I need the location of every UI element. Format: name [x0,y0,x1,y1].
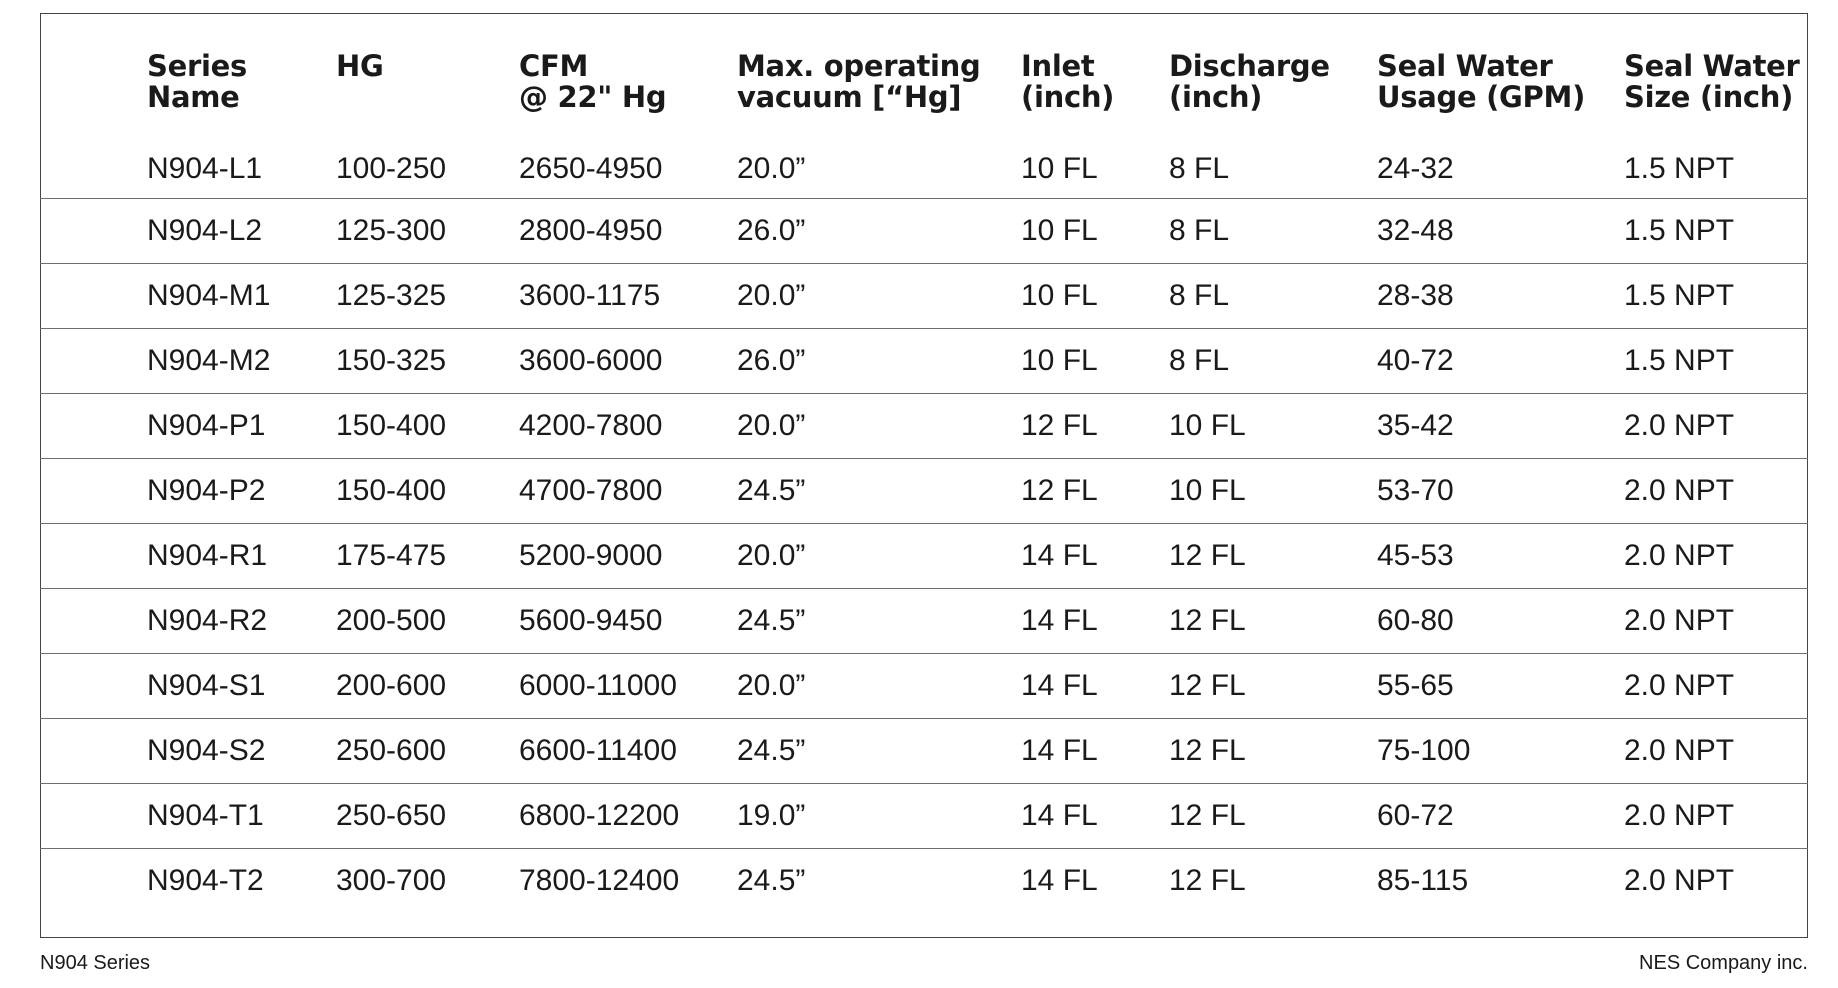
header-cfm: CFM @ 22" Hg [519,49,667,114]
table-cell: 2650-4950 [519,152,663,185]
specifications-table [40,13,1808,913]
table-row [40,588,1808,653]
table-cell: 60-72 [1377,783,1624,848]
table-cell: 20.0” [737,523,1021,588]
header-series-name: Series Name [147,49,247,114]
table-cell: 125-325 [336,263,519,328]
table-cell: 200-500 [336,588,519,653]
table-cell: N904-M1 [147,263,336,328]
table-cell: 6600-11400 [519,718,737,783]
table-cell: 200-600 [336,653,519,718]
row-spacer [40,523,147,588]
table-cell: 12 FL [1169,783,1377,848]
header-discharge: Discharge (inch) [1169,49,1330,114]
table-cell: 5600-9450 [519,588,737,653]
header-seal-water-size: Seal Water Size (inch) [1624,49,1800,114]
table-cell: 24.5” [737,458,1021,523]
table-cell: 45-53 [1377,523,1624,588]
row-spacer [40,653,147,718]
table-cell: 12 FL [1169,588,1377,653]
table-cell: 10 FL [1021,328,1169,393]
table-cell: 14 FL [1021,718,1169,783]
table-cell: 12 FL [1169,718,1377,783]
table-cell: 24.5” [737,718,1021,783]
table-cell: 1.5 NPT [1624,263,1808,328]
table-row [40,458,1808,523]
table-cell: N904-R1 [147,523,336,588]
table-header-row [40,13,1808,144]
row-spacer [40,144,147,198]
table-row [40,718,1808,783]
table-row [40,653,1808,718]
table-cell: 300-700 [336,848,519,913]
table-cell: 60-80 [1377,588,1624,653]
header-max-vacuum: Max. operating vacuum [“Hg] [737,49,981,114]
table-cell: 2.0 NPT [1624,588,1808,653]
table-cell: 75-100 [1377,718,1624,783]
table-cell: 53-70 [1377,458,1624,523]
table-cell: 8 FL [1169,328,1377,393]
table-row [40,393,1808,458]
footer-series-label: N904 Series [40,952,151,974]
table-cell: 14 FL [1021,783,1169,848]
table-cell: N904-S1 [147,653,336,718]
table-cell: 8 FL [1169,152,1230,185]
row-spacer [40,458,147,523]
table-cell: 2.0 NPT [1624,718,1808,783]
table-cell: 150-325 [336,328,519,393]
table-cell: 10 FL [1021,198,1169,263]
table-cell: 26.0” [737,198,1021,263]
table-cell: 14 FL [1021,588,1169,653]
table-row [40,783,1808,848]
table-cell: 26.0” [737,328,1021,393]
table-cell: 10 FL [1021,152,1098,185]
table-cell: 40-72 [1377,328,1624,393]
table-cell: 20.0” [737,653,1021,718]
table-cell: 1.5 NPT [1624,152,1735,185]
table-row [40,144,1808,198]
table-cell: 1.5 NPT [1624,198,1808,263]
table-cell: 2.0 NPT [1624,523,1808,588]
table-cell: 10 FL [1169,393,1377,458]
table-cell: 4200-7800 [519,393,737,458]
table-cell: N904-M2 [147,328,336,393]
row-spacer [40,393,147,458]
table-cell: 2.0 NPT [1624,653,1808,718]
table-cell: 8 FL [1169,198,1377,263]
table-body [40,144,1808,913]
row-spacer [40,588,147,653]
table-cell: 32-48 [1377,198,1624,263]
table-row [40,523,1808,588]
table-cell: 6000-11000 [519,653,737,718]
table-cell: 12 FL [1169,523,1377,588]
table-cell: N904-P2 [147,458,336,523]
table-cell: 55-65 [1377,653,1624,718]
table-cell: 2.0 NPT [1624,783,1808,848]
table-cell: 14 FL [1021,848,1169,913]
table-cell: 24-32 [1377,152,1454,185]
table-cell: 125-300 [336,198,519,263]
header-hg: HG [336,49,384,83]
header-seal-water-usage: Seal Water Usage (GPM) [1377,49,1586,114]
table-cell: 4700-7800 [519,458,737,523]
table-row [40,328,1808,393]
table-cell: 14 FL [1021,523,1169,588]
table-cell: 12 FL [1169,848,1377,913]
table-cell: 5200-9000 [519,523,737,588]
table-cell: N904-L2 [147,198,336,263]
table-cell: 20.0” [737,393,1021,458]
table-cell: N904-S2 [147,718,336,783]
header-spacer [40,13,147,144]
row-spacer [40,783,147,848]
table-cell: 19.0” [737,783,1021,848]
table-cell: N904-R2 [147,588,336,653]
table-cell: 2.0 NPT [1624,848,1808,913]
table-cell: 250-650 [336,783,519,848]
table-cell: 3600-1175 [519,263,737,328]
table-cell: 100-250 [336,152,447,185]
table-cell: 7800-12400 [519,848,737,913]
table-cell: 2.0 NPT [1624,458,1808,523]
table-cell: 12 FL [1169,653,1377,718]
table-cell: 85-115 [1377,848,1624,913]
table-cell: 3600-6000 [519,328,737,393]
table-cell: 250-600 [336,718,519,783]
footer-company-name: NES Company inc. [1639,952,1808,974]
table-cell: N904-T1 [147,783,336,848]
table-cell: 175-475 [336,523,519,588]
row-spacer [40,263,147,328]
table-cell: 10 FL [1021,263,1169,328]
table-cell: 24.5” [737,588,1021,653]
table-cell: 20.0” [737,152,806,185]
table-cell: 150-400 [336,458,519,523]
table-row [40,198,1808,263]
header-inlet: Inlet (inch) [1021,49,1115,114]
table-cell: 24.5” [737,848,1021,913]
table-cell: 28-38 [1377,263,1624,328]
row-spacer [40,328,147,393]
row-spacer [40,718,147,783]
table-cell: 20.0” [737,263,1021,328]
row-spacer [40,848,147,913]
row-spacer [40,198,147,263]
table-cell: 2800-4950 [519,198,737,263]
table-cell: 1.5 NPT [1624,328,1808,393]
table-cell: N904-T2 [147,848,336,913]
table-cell: 14 FL [1021,653,1169,718]
table-cell: 12 FL [1021,458,1169,523]
table-cell: 6800-12200 [519,783,737,848]
table-cell: N904-L1 [147,152,263,185]
table-cell: 150-400 [336,393,519,458]
table-cell: N904-P1 [147,393,336,458]
table-cell: 8 FL [1169,263,1377,328]
table-cell: 10 FL [1169,458,1377,523]
table-cell: 2.0 NPT [1624,393,1808,458]
table-row [40,263,1808,328]
table-row [40,848,1808,913]
table-cell: 35-42 [1377,393,1624,458]
table-cell: 12 FL [1021,393,1169,458]
